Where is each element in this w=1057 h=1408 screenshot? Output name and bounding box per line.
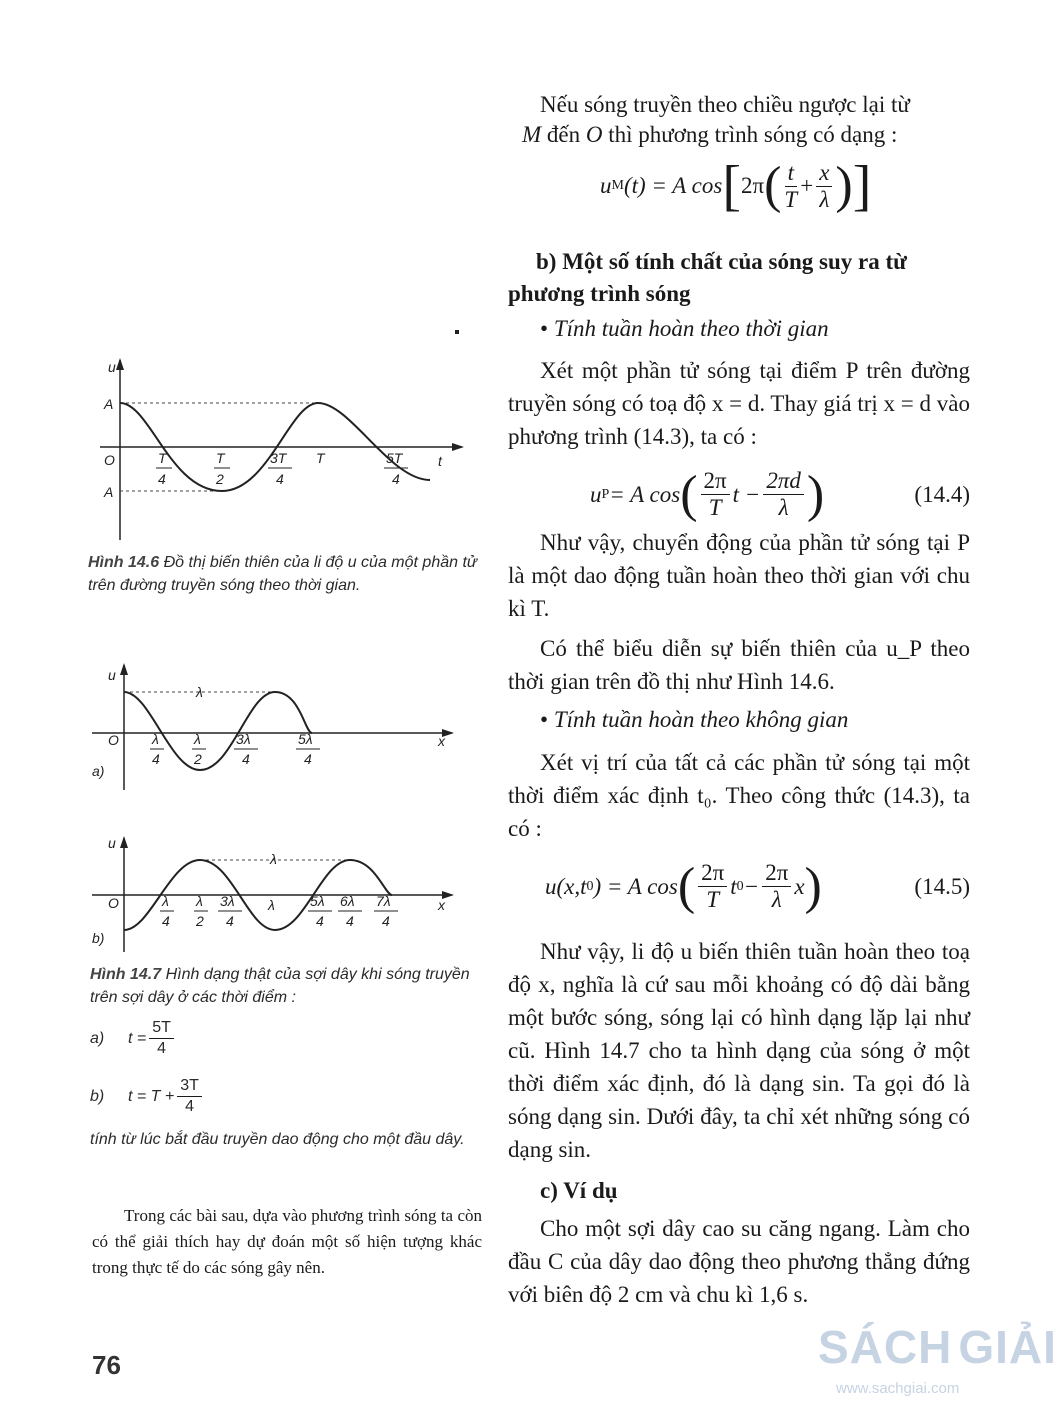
page-number: 76 (92, 1350, 121, 1380)
svg-text:λ: λ (194, 731, 201, 747)
svg-text:7λ: 7λ (376, 893, 391, 909)
equation-14-4: u P = A cos ( $\frac{2\pi}{T}$ t − $\frac{2\pi d}{\lambda}$ ) (14.4) (590, 465, 970, 523)
svg-text:4: 4 (316, 913, 324, 929)
svg-text:λ: λ (196, 893, 203, 909)
svg-text:6λ: 6λ (340, 893, 355, 909)
case-a: a) t = $\frac{5T}{4}$ (90, 1018, 177, 1059)
svg-text:4: 4 (152, 751, 160, 767)
tick-a-1 (150, 731, 164, 767)
figure-14-7 (0, 0, 500, 980)
svg-text:3λ: 3λ (236, 731, 251, 747)
bullet-space: • Tính tuần hoàn theo không gian (540, 707, 849, 732)
tick-3t4-den: 4 (276, 471, 284, 487)
figure-14-7-caption (90, 963, 490, 1009)
svg-text:4: 4 (162, 913, 170, 929)
axis-x-label: t (438, 453, 442, 469)
watermark-brand-mid: GIẢI (958, 1321, 1057, 1373)
svg-text:λ: λ (152, 731, 159, 747)
tick-a-4 (296, 731, 320, 767)
heading-c: c) Ví dụ (540, 1178, 618, 1203)
svg-text:4: 4 (382, 913, 390, 929)
sub-a: a) (92, 763, 105, 779)
svg-text:λ: λ (162, 893, 169, 909)
lambda-b: λ (270, 851, 277, 867)
figure-14-7a-graph (0, 0, 500, 980)
caption-label: Hình 14.6 (88, 554, 160, 571)
svg-text:5λ: 5λ (298, 731, 313, 747)
paragraph-time: Xét một phần tử sóng tại điểm P trên đường truyền sóng có toạ độ x = d. Thay giá trị x = d vào phương trình (14.3), ta có : (508, 358, 970, 449)
tick-t2-num: T (216, 450, 225, 466)
svg-text:2: 2 (196, 913, 204, 929)
caption-label: Hình 14.7 (90, 966, 162, 983)
svg-text:5λ: 5λ (310, 893, 325, 909)
tick-b-1 (160, 893, 174, 929)
case-b: b) t = T + $\frac{3T}{4}$ (90, 1076, 205, 1117)
origin-label: O (104, 452, 115, 468)
paragraph-space: Xét vị trí của tất cả các phần tử sóng tại một thời điểm xác định t₀. Theo công thức (14.3), ta có : (508, 750, 970, 841)
tick-t4-num: T (158, 450, 167, 466)
svg-text:4: 4 (226, 913, 234, 929)
axis-y-b: u (108, 835, 116, 851)
equation-reverse: u M (t) = A cos [ 2π ( $\frac{t}{T}$ + $\frac{x}{\lambda}$ ) ] (600, 155, 872, 217)
tick-5t4-num: 5T (386, 450, 403, 466)
tick-t4-den: 4 (158, 471, 166, 487)
tick-b-6 (338, 893, 362, 929)
figure-14-7-caption-tail: tính từ lúc bắt đầu truyền dao động cho một đầu dây. (90, 1131, 465, 1148)
tick-a-2 (192, 731, 206, 767)
paragraph-time-2: Như vậy, chuyển động của phần tử sóng tại P là một dao động tuần hoàn theo thời gian với chu kì T. (508, 530, 970, 621)
tick-t2-den: 2 (216, 471, 224, 487)
origin-b: O (108, 895, 119, 911)
tick-3t4-num: 3T (270, 450, 287, 466)
caption-text: Hình dạng thật của sợi dây khi sóng truyền trên sợi dây ở các thời điểm : (90, 966, 470, 1006)
tick-b-5 (308, 893, 332, 929)
tick-b-7 (374, 893, 398, 929)
caption-text: Đồ thị biến thiên của li độ u của một phần tử trên đường truyền sóng theo thời gian. (88, 554, 478, 594)
tick-5t4-den: 4 (392, 471, 400, 487)
tick-a-3 (234, 731, 258, 767)
heading-b: b) Một số tính chất của sóng suy ra từ phương trình sóng (508, 249, 907, 306)
svg-text:4: 4 (346, 913, 354, 929)
tick-b-3 (218, 893, 242, 929)
axis-y-a: u (108, 667, 116, 683)
svg-text:4: 4 (304, 751, 312, 767)
origin-a: O (108, 732, 119, 748)
watermark-url: www.sachgiai.com (836, 1380, 960, 1397)
axis-x-b: x (438, 897, 445, 913)
axis-y-label: u (108, 359, 116, 375)
intro-line-1: Nếu sóng truyền theo chiều ngược lại từ (540, 92, 910, 117)
tick-t: T (316, 450, 325, 466)
lambda-a: λ (196, 684, 203, 700)
tick-b-2 (194, 893, 208, 929)
bullet-time: • Tính tuần hoàn theo thời gian (540, 316, 829, 341)
tick-b-4: λ (268, 897, 275, 913)
watermark-logo (818, 1320, 1057, 1374)
axis-x-a: x (438, 733, 445, 749)
svg-text:3λ: 3λ (220, 893, 235, 909)
svg-text:2: 2 (194, 751, 202, 767)
amp-bot-label: A (104, 484, 114, 500)
watermark-brand-left: SÁCH (818, 1321, 953, 1373)
left-bottom-paragraph: Trong các bài sau, dựa vào phương trình sóng ta còn có thể giải thích hay dự đoán một số hiện tượng khác trong thực tế do các sóng gây nên. (92, 1206, 482, 1277)
paragraph-space-2: Như vậy, li độ u biến thiên tuần hoàn theo toạ độ x, nghĩa là cứ sau mỗi khoảng có độ dài bằng một bước sóng, sóng lại có hình dạng lặp lại như cũ. Hình 14.7 cho ta hình dạng của sóng ở một thời điểm xác định, đó là dạng sin. Ta gọi đó là sóng dạng sin. Dưới đây, ta chỉ xét những sóng có dạng sin. (508, 939, 970, 1162)
intro-line-2: M đến O thì phương trình sóng có dạng : (522, 122, 898, 147)
paragraph-example: Cho một sợi dây cao su căng ngang. Làm cho đầu C của dây dao động theo phương thẳng đứng với biên độ 2 cm và chu kì 1,6 s. (508, 1216, 970, 1307)
equation-14-5: u(x,t 0 ) = A cos ( $\frac{2\pi}{T}$ t 0 − $\frac{2\pi}{\lambda}$ x ) (14.5) (545, 857, 970, 915)
svg-text:4: 4 (242, 751, 250, 767)
amp-top-label: A (104, 396, 114, 412)
sub-b: b) (92, 930, 105, 946)
paragraph-time-3: Có thể biểu diễn sự biến thiên của u_P theo thời gian trên đồ thị như Hình 14.6. (508, 636, 970, 694)
